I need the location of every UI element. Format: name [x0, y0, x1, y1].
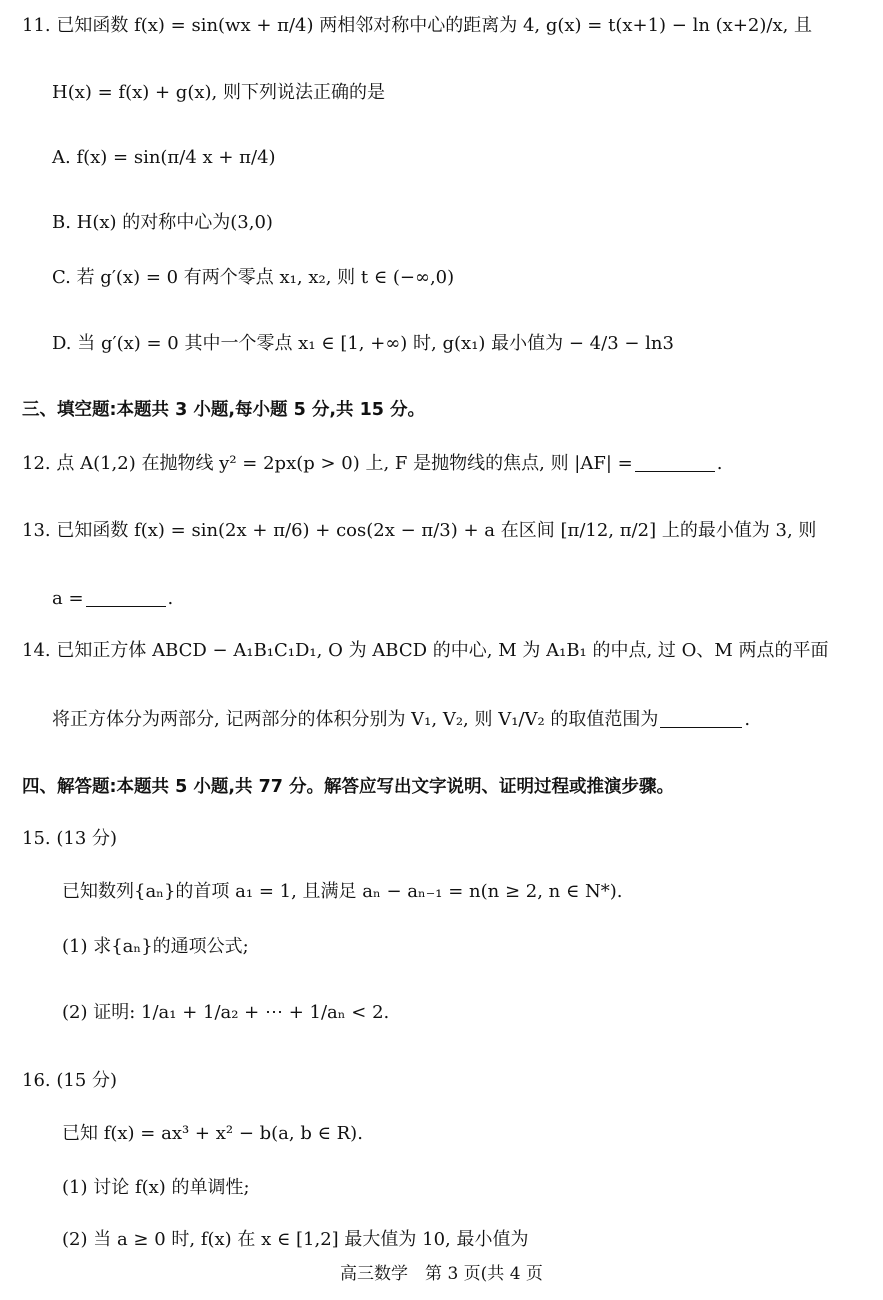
blur-overlay: [552, 1222, 762, 1300]
q14-line1: 14. 已知正方体 ABCD − A₁B₁C₁D₁, O 为 ABCD 的中心, M 为 A₁B₁ 的中点, 过 O、M 两点的平面: [22, 640, 829, 661]
section3-title: 三、填空题:本题共 3 小题,每小题 5 分,共 15 分。: [22, 400, 426, 420]
q11-option-b: B. H(x) 的对称中心为(3,0): [52, 212, 273, 233]
q15-part1: (1) 求{aₙ}的通项公式;: [62, 936, 249, 957]
q16-stem: 已知 f(x) = ax³ + x² − b(a, b ∈ R).: [62, 1123, 363, 1144]
q11-option-d: D. 当 g′(x) = 0 其中一个零点 x₁ ∈ [1, +∞) 时, g(x₁) 最小值为 − 4/3 − ln3: [52, 333, 674, 354]
page-footer: 高三数学 第 3 页(共 4 页: [340, 1264, 543, 1284]
q12-tail: .: [716, 453, 723, 474]
q11-line2: H(x) = f(x) + g(x), 则下列说法正确的是: [52, 82, 385, 103]
q14-answer-blank: [660, 709, 742, 728]
q14-tail: .: [744, 709, 751, 730]
q14-text: 将正方体分为两部分, 记两部分的体积分别为 V₁, V₂, 则 V₁/V₂ 的取值范围为: [52, 709, 659, 730]
section4-title: 四、解答题:本题共 5 小题,共 77 分。解答应写出文字说明、证明过程或推演步骤。: [22, 777, 675, 797]
q11-line1: 11. 已知函数 f(x) = sin(wx + π/4) 两相邻对称中心的距离为 4, g(x) = t(x+1) − ln (x+2)/x, 且: [22, 15, 813, 36]
q12-answer-blank: [635, 453, 715, 472]
q14-line2: [52, 707, 750, 733]
q12-text: 12. 点 A(1,2) 在抛物线 y² = 2px(p > 0) 上, F 是抛物线的焦点, 则 |AF| =: [22, 453, 633, 474]
q11-option-c: C. 若 g′(x) = 0 有两个零点 x₁, x₂, 则 t ∈ (−∞,0): [52, 267, 455, 288]
q13-line1: 13. 已知函数 f(x) = sin(2x + π/6) + cos(2x − π/3) + a 在区间 [π/12, π/2] 上的最小值为 3, 则: [22, 520, 817, 541]
q13-a-label: a =: [52, 588, 84, 609]
q11-option-a: A. f(x) = sin(π/4 x + π/4): [52, 147, 276, 168]
q16-part1: (1) 讨论 f(x) 的单调性;: [62, 1177, 250, 1198]
q16-part2: (2) 当 a ≥ 0 时, f(x) 在 x ∈ [1,2] 最大值为 10, 最小值为: [62, 1229, 529, 1250]
q12: [22, 451, 722, 477]
q15-stem: 已知数列{aₙ}的首项 a₁ = 1, 且满足 aₙ − aₙ₋₁ = n(n ≥ 2, n ∈ N*).: [62, 881, 623, 902]
q15-header: 15. (13 分): [22, 828, 118, 849]
q13-line2: [52, 586, 173, 612]
q13-answer-blank: [86, 588, 166, 607]
q16-header: 16. (15 分): [22, 1070, 118, 1091]
q15-part2: (2) 证明: 1/a₁ + 1/a₂ + ⋯ + 1/aₙ < 2.: [62, 1002, 390, 1023]
q13-tail: .: [167, 588, 174, 609]
